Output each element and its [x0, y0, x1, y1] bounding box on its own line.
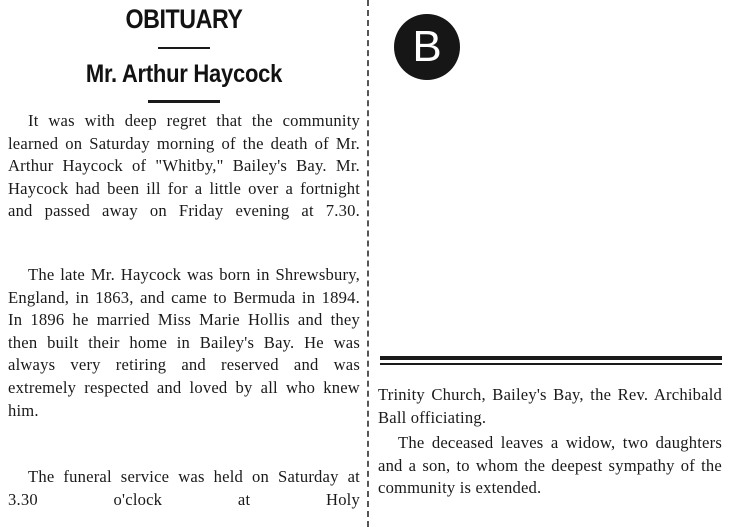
article-paragraph-2: The late Mr. Haycock was born in Shrewsbury, England, in 1863, and came to Bermuda in 1894. In 1896 he married Miss Marie Hollis and they then built their home in Bailey's Bay. He was always very retiring and reserved and was extremely respected and loved by all who knew him.	[8, 265, 360, 420]
column-divider	[367, 0, 369, 527]
left-column	[8, 0, 360, 527]
continuation-paragraph-1: Trinity Church, Bailey's Bay, the Rev. Archibald Ball officiating.	[378, 385, 722, 427]
name-underline	[148, 100, 220, 103]
article-paragraph-1: It was with deep regret that the community learned on Saturday morning of the death of Mr. Arthur Haycock of "Whitby," Bailey's Bay. Mr. Haycock had been ill for a little over a fortnight and passed away on Friday evening at 7.30.	[8, 111, 360, 221]
article-paragraph-3: The funeral service was held on Saturday at 3.30 o'clock at Holy	[8, 467, 360, 509]
article-end-double-rule	[380, 356, 722, 366]
heading-divider	[158, 47, 210, 49]
right-column-continuation	[378, 384, 722, 500]
section-badge-b: B	[394, 14, 460, 80]
obituary-heading: OBITUARY	[125, 4, 243, 34]
deceased-name-heading: Mr. Arthur Haycock	[85, 60, 283, 88]
continuation-paragraph-2: The deceased leaves a widow, two daughters and a son, to whom the deepest sympathy of the community is extended.	[378, 433, 722, 498]
